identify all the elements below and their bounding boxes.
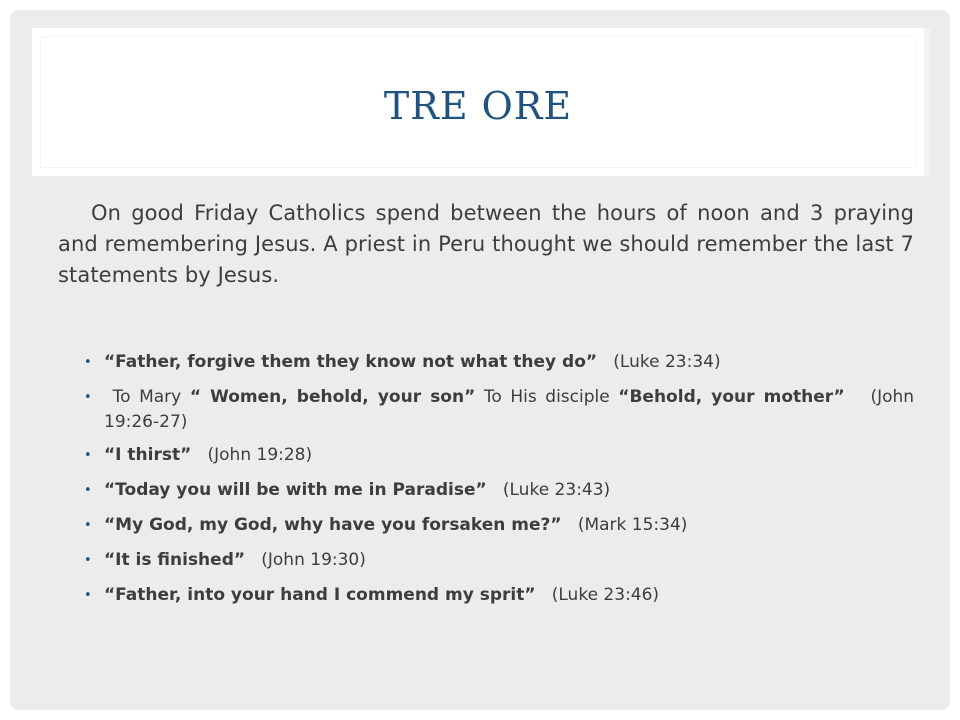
- statement-prefix: To Mary: [112, 387, 182, 407]
- statement-item: [82, 350, 914, 375]
- title-box: [32, 28, 930, 176]
- statement-quote: “Father, into your hand I commend my sprit”: [104, 585, 536, 605]
- statement-reference: (Luke 23:46): [551, 585, 660, 605]
- bullet-dot-icon: •: [84, 390, 92, 405]
- statement-item: [82, 385, 914, 435]
- intro-paragraph: On good Friday Catholics spend between the hours of noon and 3 praying and remembering Jesus. A priest in Peru thought we should remember the last 7 statements by Jesus.: [58, 201, 914, 287]
- statement-reference: (Luke 23:43): [502, 480, 611, 500]
- statement-quote: “My God, my God, why have you forsaken me?”: [104, 515, 562, 535]
- statement-middle: To His disciple: [483, 387, 610, 407]
- statement-reference: (Mark 15:34): [577, 515, 688, 535]
- statement-quote: “ Women, behold, your son”: [189, 387, 476, 407]
- statement-quote: “I thirst”: [104, 445, 192, 465]
- slide: [10, 10, 950, 710]
- statement-item: [82, 443, 914, 468]
- statement-item: [82, 478, 914, 503]
- statement-quote: “Today you will be with me in Paradise”: [104, 480, 487, 500]
- statement-item: [82, 583, 914, 608]
- bullet-dot-icon: •: [84, 483, 92, 498]
- statement-quote: “Father, forgive them they know not what they do”: [104, 352, 598, 372]
- statement-reference: (John 19:28): [207, 445, 313, 465]
- statement-quote: “It is finished”: [104, 550, 246, 570]
- statement-item: [82, 513, 914, 538]
- slide-title: TRE ORE: [383, 84, 573, 128]
- statement-reference: (Luke 23:34): [613, 352, 721, 372]
- bullet-dot-icon: •: [84, 355, 92, 370]
- statement-quote-2: “Behold, your mother”: [618, 387, 845, 407]
- bullet-dot-icon: •: [84, 518, 92, 533]
- bullet-dot-icon: •: [84, 588, 92, 603]
- statement-item: [82, 548, 914, 573]
- statement-reference: (John 19:26-27): [104, 387, 915, 432]
- statement-reference: (John 19:30): [261, 550, 366, 570]
- bullet-dot-icon: •: [84, 448, 92, 463]
- bullet-dot-icon: •: [84, 553, 92, 568]
- statements-list: [82, 350, 914, 618]
